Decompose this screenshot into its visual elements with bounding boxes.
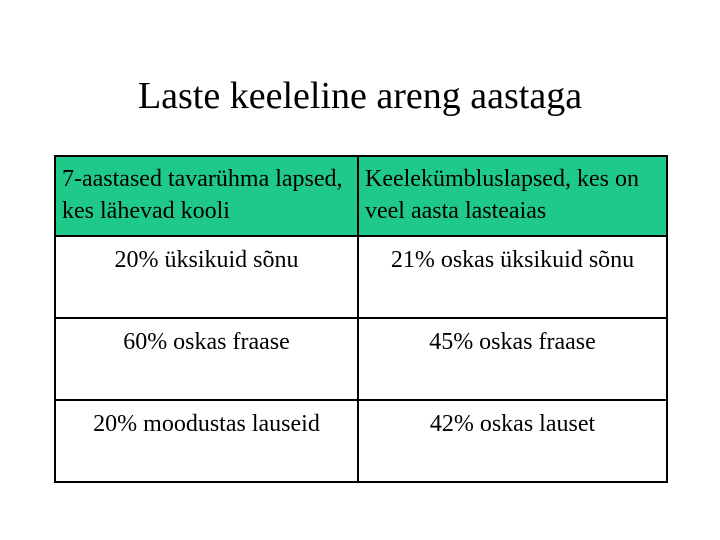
- table-cell: 45% oskas fraase: [358, 318, 667, 400]
- comparison-table: [54, 155, 668, 483]
- table-row: [55, 236, 667, 318]
- table-cell: 20% üksikuid sõnu: [55, 236, 358, 318]
- table-header-row: [55, 156, 667, 236]
- table-row: [55, 318, 667, 400]
- header-cell-immersion-children: Keelekümbluslapsed, kes on veel aasta lasteaias: [358, 156, 667, 236]
- table-cell: 60% oskas fraase: [55, 318, 358, 400]
- table-cell: 20% moodustas lauseid: [55, 400, 358, 482]
- slide-title: Laste keeleline areng aastaga: [137, 75, 583, 117]
- table-row: [55, 400, 667, 482]
- table-cell: 21% oskas üksikuid sõnu: [358, 236, 667, 318]
- header-cell-school-children: 7-aastased tavarühma lapsed, kes lähevad kooli: [55, 156, 358, 236]
- table-cell: 42% oskas lauset: [358, 400, 667, 482]
